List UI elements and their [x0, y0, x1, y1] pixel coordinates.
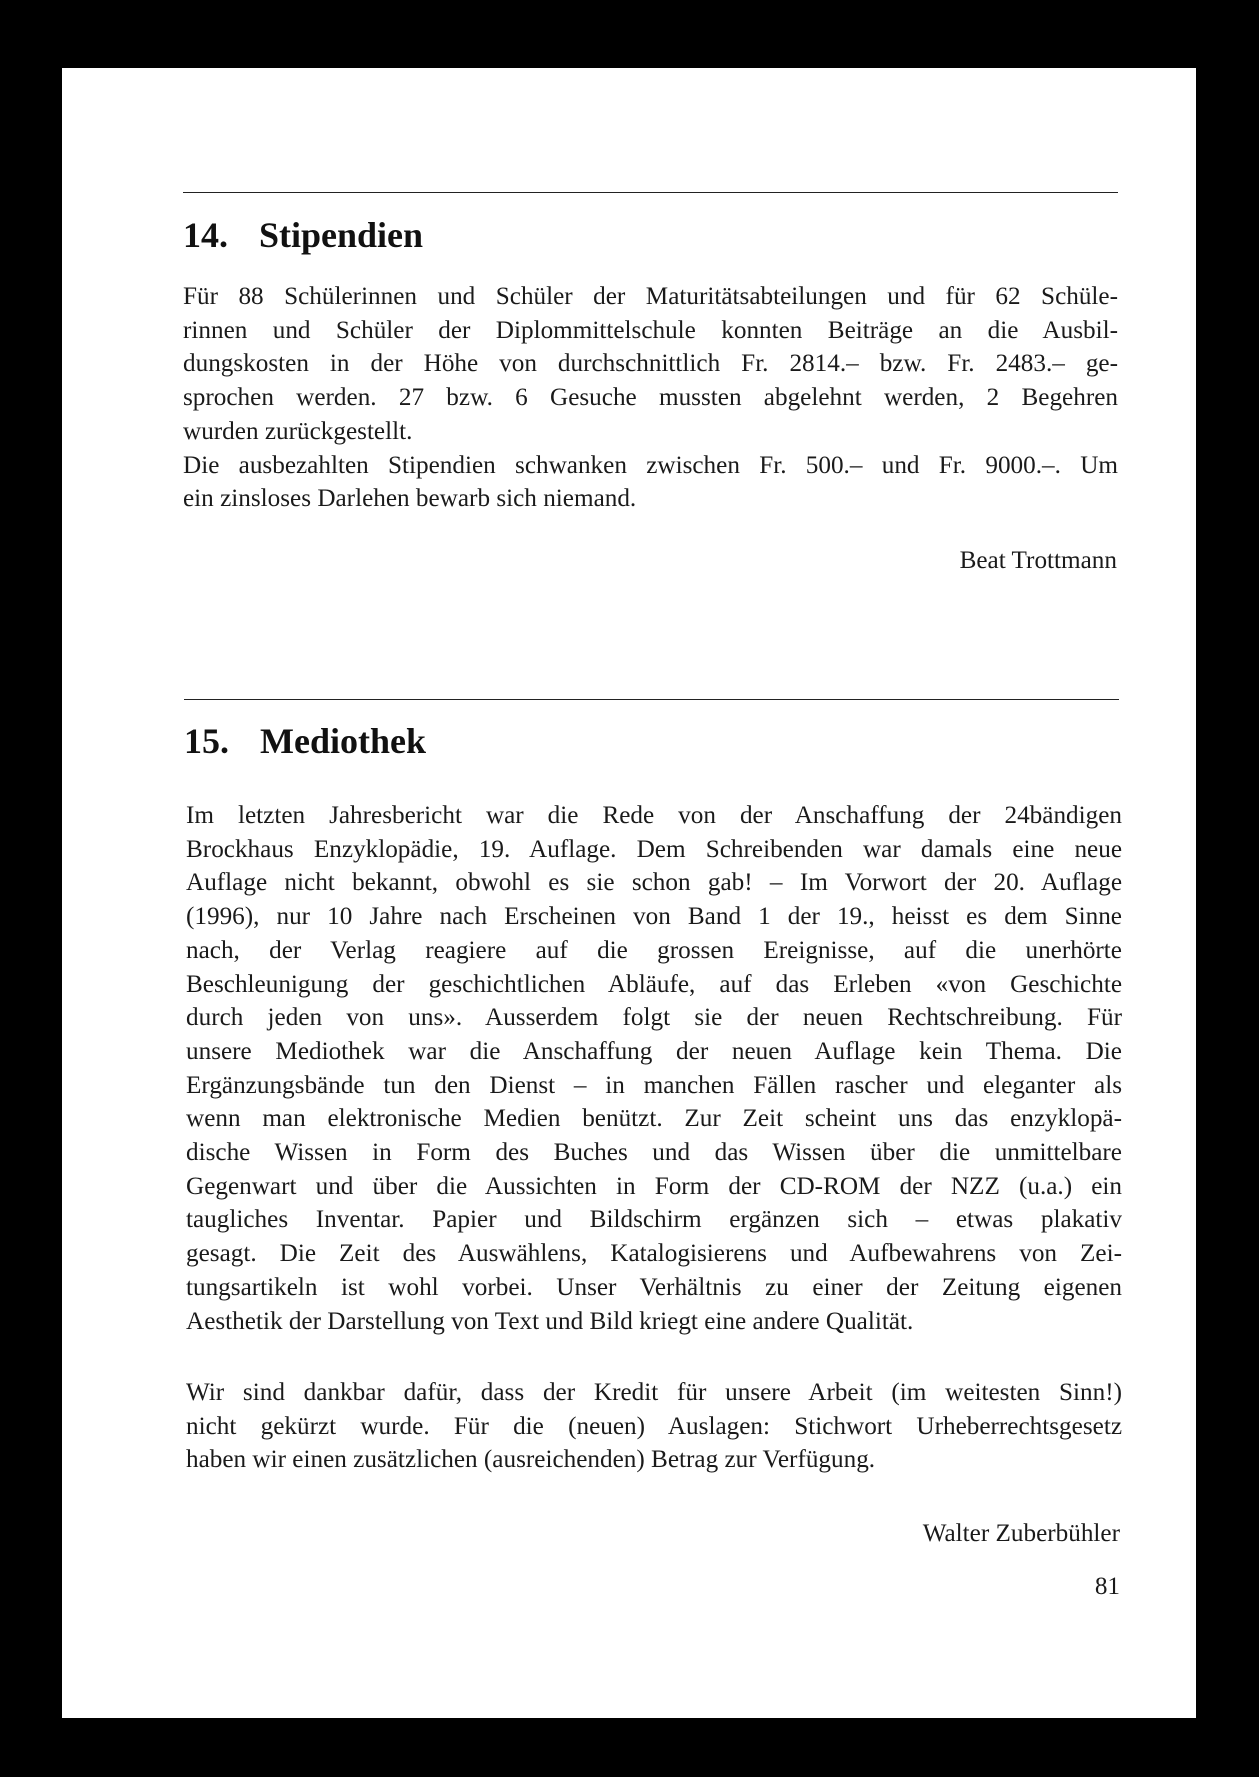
text-line: ein zinsloses Darlehen bewarb sich niemand.: [183, 485, 637, 513]
section-paragraph: [183, 280, 1118, 516]
text-line: Brockhaus Enzyklopädie, 19. Auflage. Dem Schreibenden war damals eine neue: [186, 835, 1122, 863]
section-title: Stipendien: [259, 215, 424, 255]
text-line: (1996), nur 10 Jahre nach Erscheinen von Band 1 der 19., heisst es dem Sinne: [186, 903, 1122, 931]
text-line: Beschleunigung der geschichtlichen Abläufe, auf das Erleben «von Geschichte: [186, 970, 1122, 998]
text-line: nach, der Verlag reagiere auf die grossen Ereignisse, auf die unerhörte: [186, 936, 1122, 964]
text-line: taugliches Inventar. Papier und Bildschirm ergänzen sich – etwas plakativ: [186, 1206, 1122, 1234]
text-line: durch jeden von uns». Ausserdem folgt sie der neuen Rechtschreibung. Für: [186, 1004, 1122, 1032]
text-line: unsere Mediothek war die Anschaffung der neuen Auflage kein Thema. Die: [186, 1037, 1122, 1065]
text-line: tungsartikeln ist wohl vorbei. Unser Verhältnis zu einer der Zeitung eigenen: [186, 1273, 1122, 1301]
section-paragraph: [186, 799, 1122, 1338]
text-line: haben wir einen zusätzlichen (ausreichenden) Betrag zur Verfügung.: [186, 1446, 876, 1474]
text-line: Gegenwart und über die Aussichten in Form der CD-ROM der NZZ (u.a.) ein: [186, 1172, 1122, 1200]
text-line: dische Wissen in Form des Buches und das Wissen über die unmittelbare: [186, 1139, 1122, 1167]
text-line: wurden zurückgestellt.: [183, 417, 413, 445]
text-line: Wir sind dankbar dafür, dass der Kredit für unsere Arbeit (im weitesten Sinn!): [186, 1379, 1122, 1406]
text-line: rinnen und Schüler der Diplommittelschule konnten Beiträge an die Ausbil-: [183, 316, 1118, 344]
section-heading: [184, 720, 426, 762]
text-line: Ergänzungsbände tun den Dienst – in manchen Fällen rascher und eleganter als: [186, 1071, 1122, 1099]
text-line: Aesthetik der Darstellung von Text und Bild kriegt eine andere Qualität.: [186, 1307, 914, 1335]
text-line: Im letzten Jahresbericht war die Rede von der Anschaffung der 24bändigen: [186, 802, 1122, 829]
text-line: gesagt. Die Zeit des Auswählens, Katalogisierens und Aufbewahrens von Zei-: [186, 1240, 1122, 1268]
document-page: [62, 68, 1196, 1718]
text-line: sprochen werden. 27 bzw. 6 Gesuche mussten abgelehnt werden, 2 Begehren: [183, 384, 1118, 412]
section-number: 15.: [184, 721, 229, 761]
text-line: Für 88 Schülerinnen und Schüler der Maturitätsabteilungen und für 62 Schüle-: [183, 283, 1118, 310]
section-number: 14.: [183, 215, 228, 255]
text-line: Auflage nicht bekannt, obwohl es sie schon gab! – Im Vorwort der 20. Auflage: [186, 869, 1122, 897]
page-number: 81: [1094, 1573, 1120, 1600]
text-line: wenn man elektronische Medien benützt. Zur Zeit scheint uns das enzyklopä-: [186, 1105, 1122, 1133]
section-paragraph: [186, 1376, 1122, 1477]
section-divider: [183, 192, 1118, 193]
section-divider: [184, 699, 1119, 700]
text-line: nicht gekürzt wurde. Für die (neuen) Auslagen: Stichwort Urheberrechtsgesetz: [186, 1412, 1122, 1440]
text-line: Die ausbezahlten Stipendien schwanken zwischen Fr. 500.– und Fr. 9000.–. Um: [183, 451, 1118, 479]
section-title: Mediothek: [260, 721, 426, 761]
section-heading: [183, 214, 423, 256]
text-line: dungskosten in der Höhe von durchschnittlich Fr. 2814.– bzw. Fr. 2483.– ge-: [183, 350, 1118, 378]
author-signature: Walter Zuberbühler: [922, 1520, 1120, 1547]
author-signature: Beat Trottmann: [959, 547, 1117, 574]
